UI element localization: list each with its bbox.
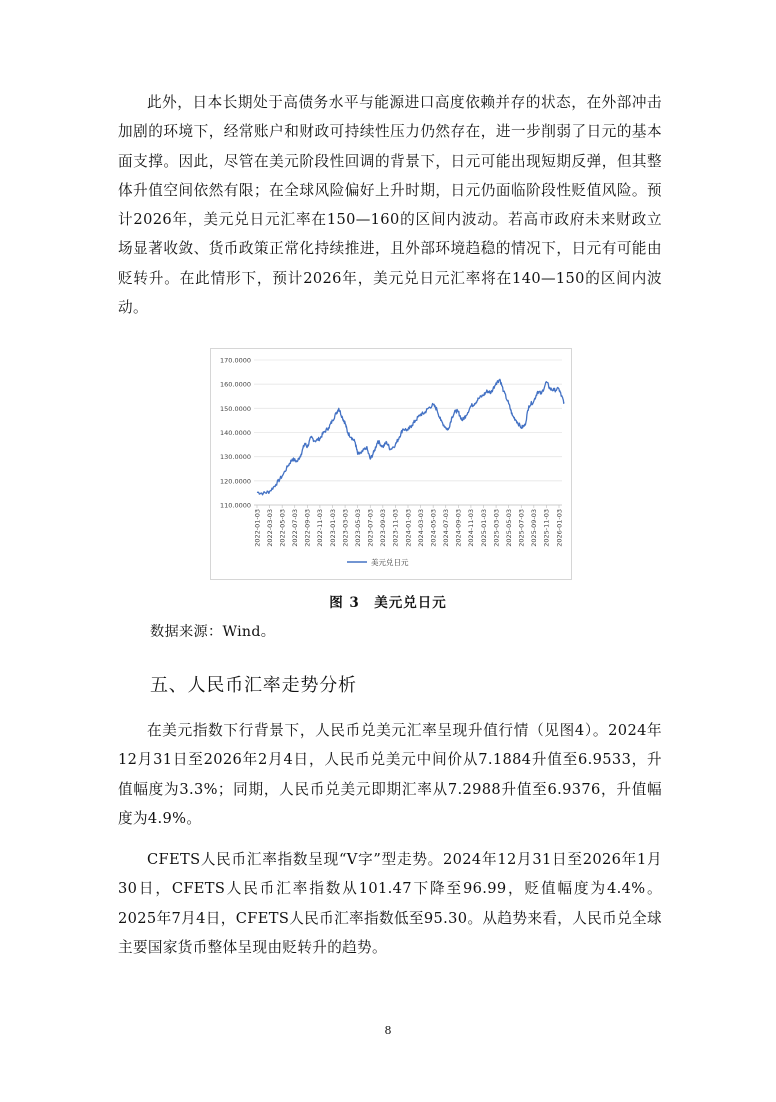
x-tick-label: 2025-11-03 [542, 509, 551, 547]
x-tick-label: 2024-01-03 [404, 509, 413, 547]
paragraph-rmb-usd: 在美元指数下行背景下，人民币兑美元汇率呈现升值行情（见图4）。2024年12月31日至2026年2月4日，人民币兑美元中间价从7.1884升值至6.9533，升值幅度为3.3%；同期，人民币兑美元即期汇率从7.2988升值至6.9376，升值幅度为4.9%。 [118, 722, 662, 827]
x-tick-label: 2026-01-03 [555, 509, 564, 547]
x-tick-label: 2024-11-03 [467, 509, 476, 547]
y-tick-label: 130.0000 [219, 453, 251, 462]
x-tick-label: 2025-07-03 [517, 509, 526, 547]
x-tick-label: 2025-01-03 [479, 509, 488, 547]
y-tick-label: 140.0000 [219, 429, 251, 437]
x-tick-label: 2025-09-03 [530, 509, 539, 547]
x-tick-label: 2023-07-03 [366, 509, 375, 547]
usdjpy-line-chart [210, 348, 572, 580]
section-heading: 五、人民币汇率走势分析 [150, 675, 357, 696]
y-tick-label: 150.0000 [219, 404, 251, 413]
figure-caption: 图 3 美元兑日元 [329, 595, 447, 611]
x-tick-label: 2023-11-03 [391, 509, 400, 547]
x-tick-label: 2022-03-03 [265, 509, 274, 547]
x-tick-label: 2024-05-03 [429, 509, 438, 547]
x-tick-label: 2022-05-03 [278, 509, 287, 547]
y-tick-label: 170.0000 [219, 356, 251, 365]
x-tick-label: 2023-09-03 [379, 509, 388, 547]
x-tick-label: 2024-09-03 [454, 509, 463, 547]
x-tick-label: 2023-05-03 [353, 509, 362, 547]
x-tick-label: 2022-07-03 [291, 509, 300, 547]
x-tick-label: 2022-09-03 [303, 509, 312, 547]
x-tick-label: 2022-01-03 [253, 509, 262, 547]
y-tick-label: 110.0000 [219, 501, 251, 510]
page-number: 8 [384, 1024, 392, 1037]
x-tick-label: 2022-11-03 [316, 509, 325, 547]
y-tick-label: 160.0000 [219, 380, 251, 389]
paragraph-jpy-outlook: 此外，日本长期处于高债务水平与能源进口高度依赖并存的状态，在外部冲击加剧的环境下，经常账户和财政可持续性压力仍然存在，进一步削弱了日元的基本面支撑。因此，尽管在美元阶段性回调的背景下，日元可能出现短期反弹，但其整体升值空间依然有限；在全球风险偏好上升时期，日元仍面临阶段性贬值风险。预计2026年，美元兑日元汇率在150—160的区间内波动。若高市政府未来财政立场显著收敛、货币政策正常化持续推进，且外部环境趋稳的情况下，日元有可能由贬转升。在此情形下，预计2026年，美元兑日元汇率将在140—150的区间内波动。 [118, 94, 662, 317]
x-tick-label: 2025-05-03 [504, 509, 513, 547]
x-tick-label: 2023-01-03 [328, 509, 337, 547]
y-tick-label: 120.0000 [219, 477, 251, 486]
x-tick-label: 2023-03-03 [341, 509, 350, 547]
x-tick-label: 2025-03-03 [492, 509, 501, 547]
paragraph-cfets-index: CFETS人民币汇率指数呈现“V字”型走势。2024年12月31日至2026年1月30日，CFETS人民币汇率指数从101.47下降至96.99，贬值幅度为4.4%。2025年7月4日，CFETS人民币汇率指数低至95.30。从趋势来看，人民币兑全球主要国家货币整体呈现由贬转升的趋势。 [118, 851, 662, 956]
data-source: 数据来源：Wind。 [150, 624, 276, 640]
x-tick-label: 2024-07-03 [442, 509, 451, 547]
x-tick-label: 2024-03-03 [416, 509, 425, 547]
legend-label: 美元兑日元 [371, 558, 409, 567]
